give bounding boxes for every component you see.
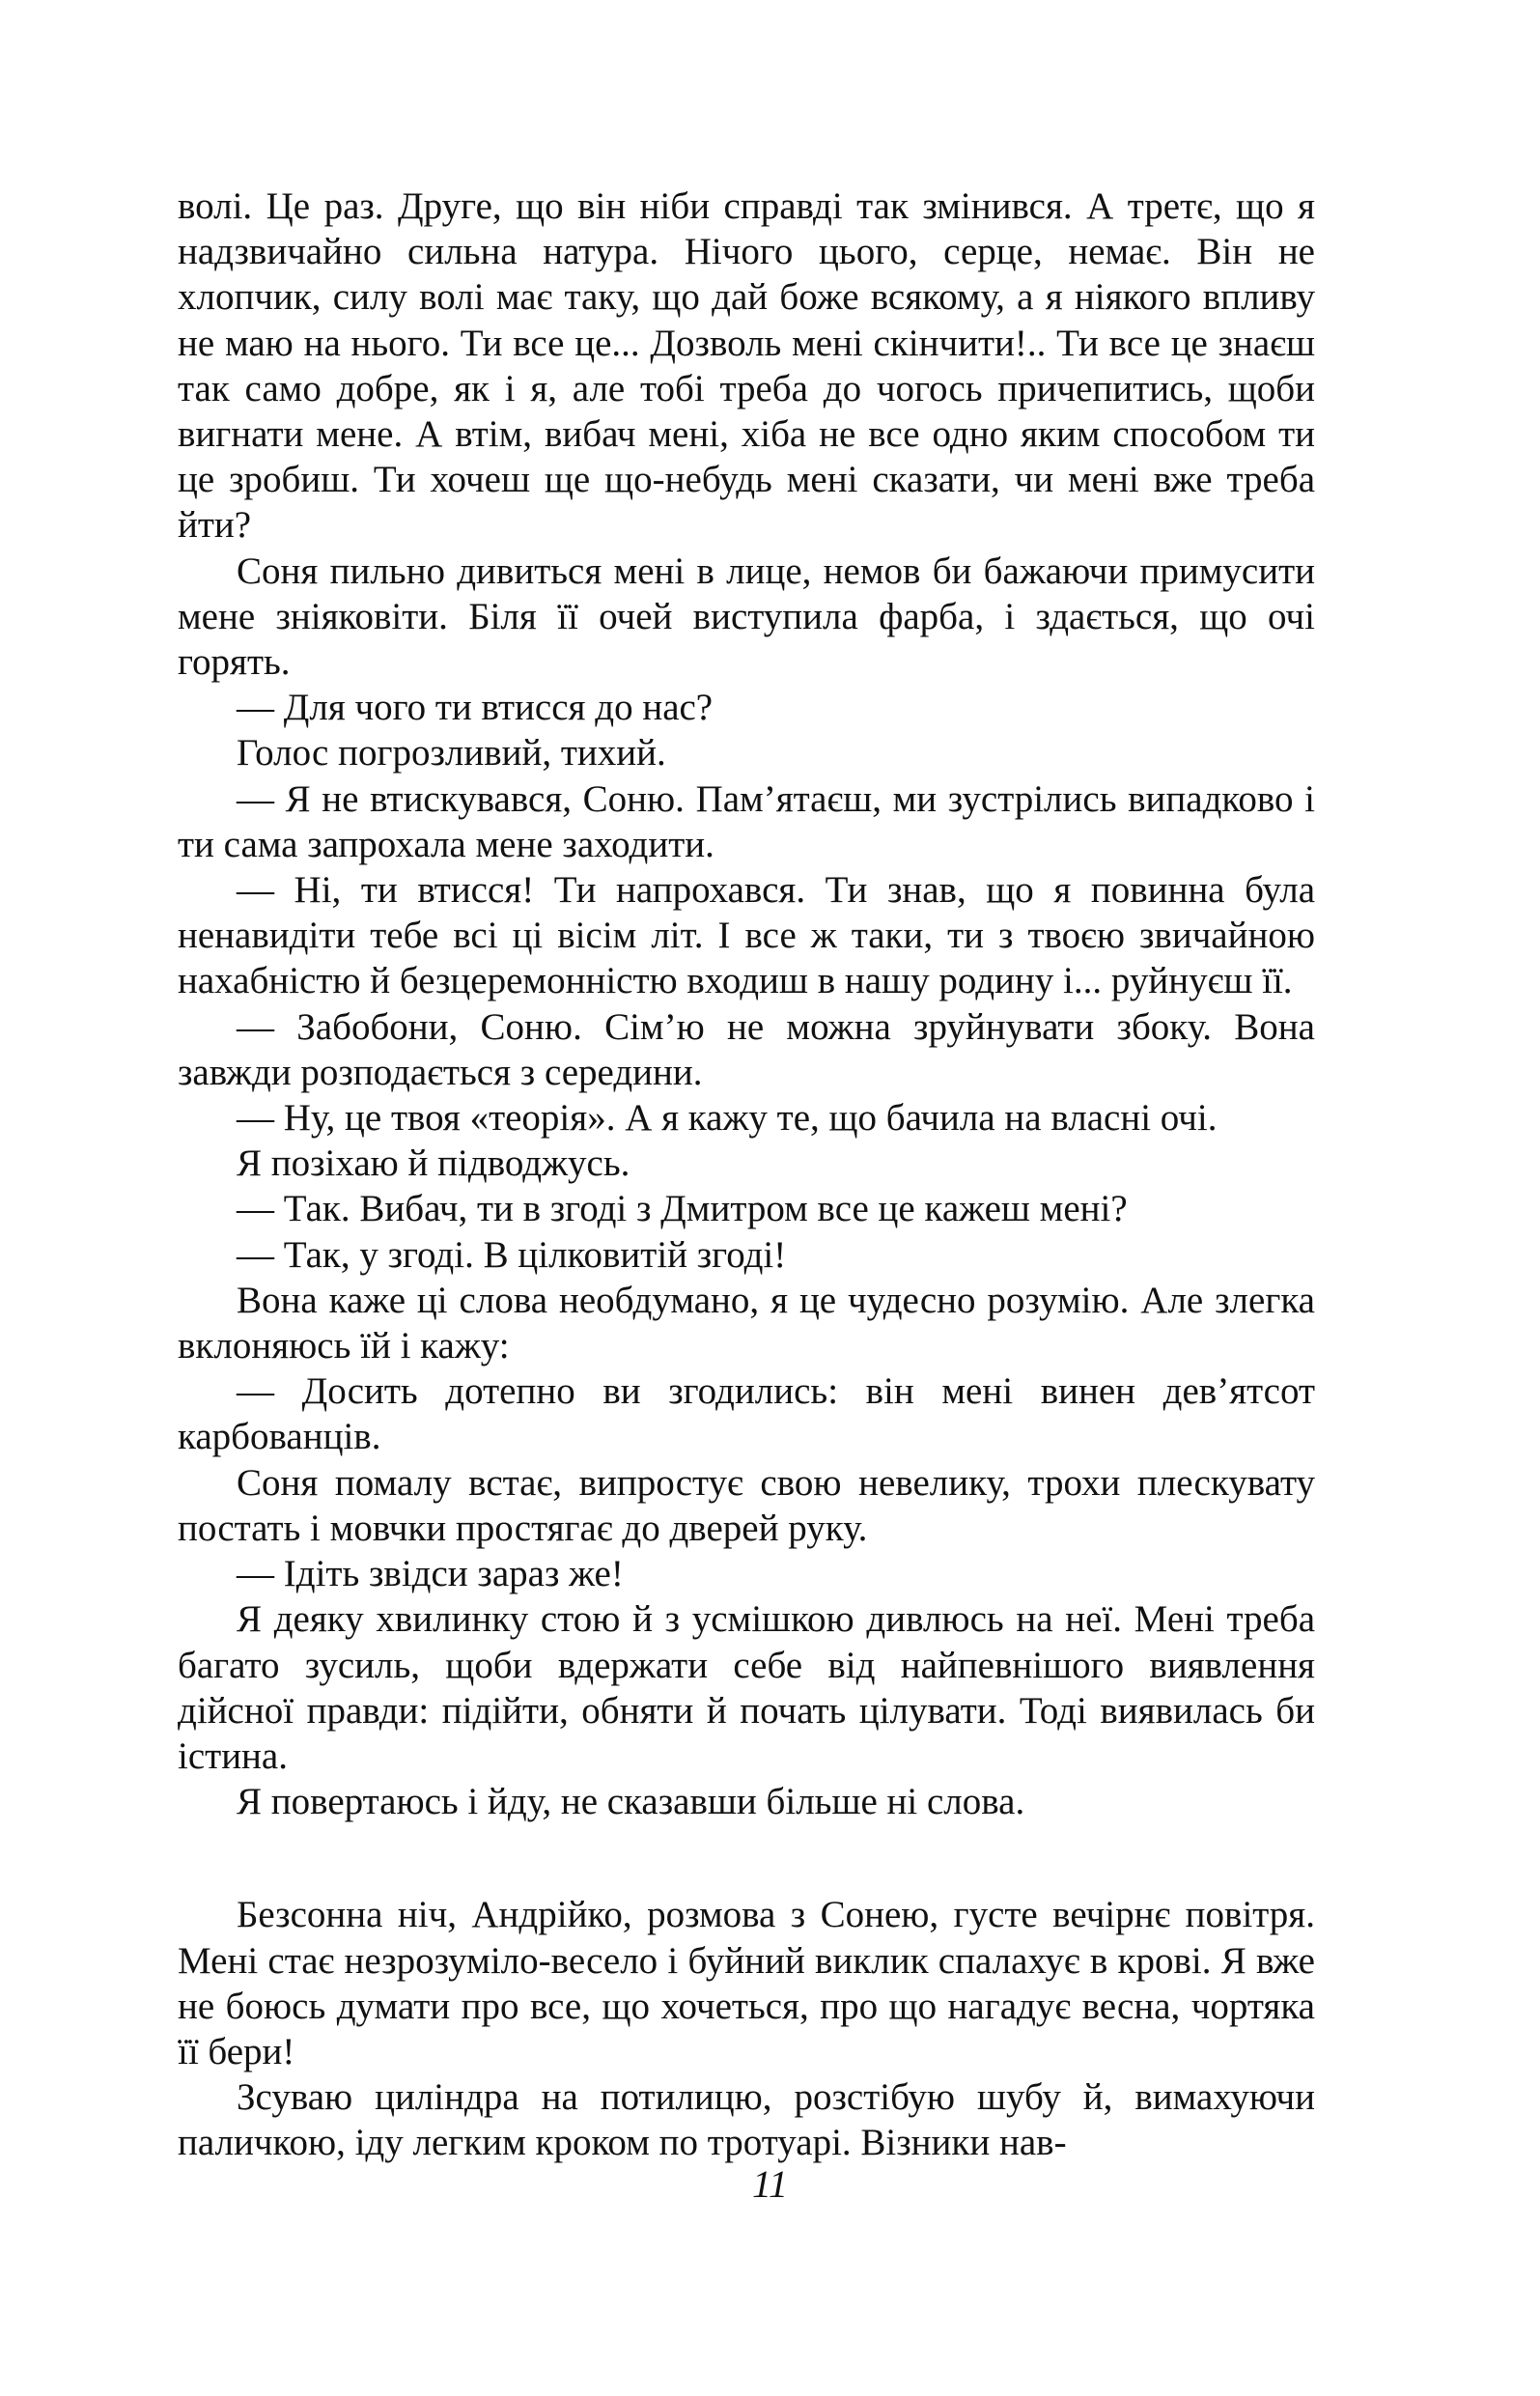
- paragraph-14: Соня помалу встає, випростує свою невелику, трохи плескувату постать і мовчки простягає до дверей руку.: [178, 1461, 1315, 1549]
- paragraph-15: — Ідіть звідси зараз же!: [237, 1553, 624, 1595]
- paragraph-6: — Ні, ти втисся! Ти напрохався. Ти знав, що я повинна була ненавидіти тебе всі ці вісім літ. І все ж таки, ти з твоєю звичайною нахабністю й безцеремонністю входиш в нашу родину і... руйнуєш її.: [178, 869, 1315, 1002]
- paragraph-18: Безсонна ніч, Андрійко, розмова з Сонею, густе вечірнє повітря. Мені стає незрозуміло-весело і буйний виклик спалахує в крові. Я вже не боюсь думати про все, що хочеться, про що нагадує весна, чортяка її бери!: [178, 1894, 1315, 2072]
- paragraph-9: Я позіхаю й підводжусь.: [237, 1142, 630, 1185]
- paragraph-10: — Так. Вибач, ти в згоді з Дмитром все це кажеш мені?: [237, 1188, 1128, 1230]
- paragraph-7: — Забобони, Соню. Сім’ю не можна зруйнувати збоку. Вона завжди розподається з середини.: [178, 1005, 1315, 1093]
- paragraph-16: Я деяку хвилинку стою й з усмішкою дивлюсь на неї. Мені треба багато зусиль, щоби вдержати себе від найпевнішого виявлення дійсної правди: підійти, обняти й почать цілувати. Тоді виявилась би істина.: [178, 1598, 1315, 1777]
- paragraph-5: — Я не втискувався, Соню. Пам’ятаєш, ми зустрілись випадково і ти сама запрохала мене заходити.: [178, 777, 1315, 865]
- section-break: [178, 1824, 1315, 1892]
- paragraph-12: Вона каже ці слова необдумано, я це чудесно розумію. Але злегка вклоняюсь їй і кажу:: [178, 1279, 1315, 1367]
- paragraph-13: — Досить дотепно ви згодились: він мені винен дев’ятсот карбованців.: [178, 1370, 1315, 1458]
- paragraph-4: Голос погрозливий, тихий.: [237, 732, 666, 775]
- paragraph-3: — Для чого ти втисся до нас?: [237, 687, 714, 729]
- paragraph-19: Зсуваю циліндра на потилицю, розстібую шубу й, вимахуючи паличкою, іду легким кроком по тротуарі. Візники нав-: [178, 2076, 1315, 2164]
- page-number: 11: [751, 2162, 789, 2206]
- paragraph-11: — Так, у згоді. В цілковитій згоді!: [237, 1233, 787, 1276]
- body-text: [178, 183, 1315, 2166]
- paragraph-1: волі. Це раз. Друге, що він ніби справді так змінився. А третє, що я надзвичайно сильна натура. Нічого цього, серце, немає. Він не хлопчик, силу волі має таку, що дай боже всякому, а я ніякого впливу не маю на нього. Ти все це... Дозволь мені скінчити!.. Ти все це знаєш так само добре, як і я, але тобі треба до чогось причепитись, щоби вигнати мене. А втім, вибач мені, хіба не все одно яким способом ти це зробиш. Ти хочеш ще що-небудь мені сказати, чи мені вже треба йти?: [178, 185, 1315, 547]
- paragraph-17: Я повертаюсь і йду, не сказавши більше ні слова.: [237, 1781, 1025, 1823]
- paragraph-8: — Ну, це твоя «теорія». А я кажу те, що бачила на власні очі.: [237, 1097, 1218, 1140]
- paragraph-2: Соня пильно дивиться мені в лице, немов би бажаючи примусити мене зніяковіти. Біля її очей виступила фарба, і здається, що очі горять.: [178, 550, 1315, 684]
